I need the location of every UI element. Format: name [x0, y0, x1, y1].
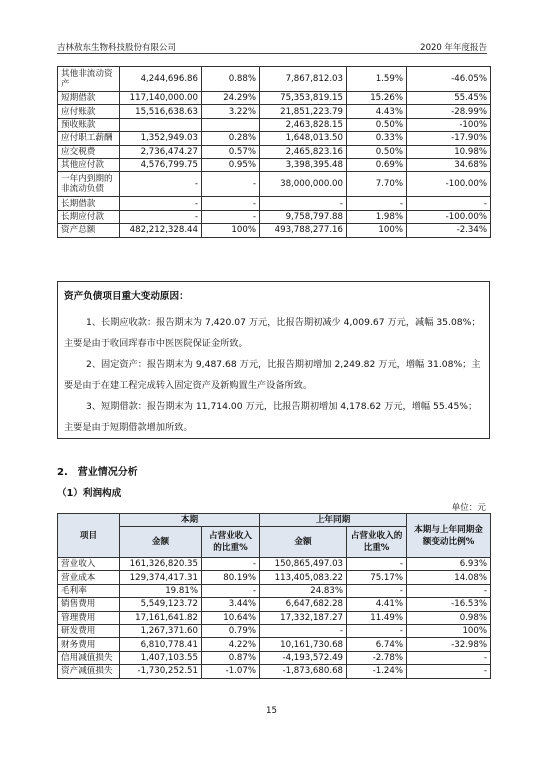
- cell-cur: 17,161,641.82: [120, 611, 202, 624]
- cell-cur-pct: 0.57%: [202, 145, 260, 158]
- cell-cur: -1,730,252.51: [120, 665, 202, 678]
- cell-prev-pct: 0.50%: [347, 145, 407, 158]
- cell-prev: 7,867,812.03: [260, 67, 347, 92]
- table-row: [58, 665, 491, 678]
- cell-prev: 113,405,083.22: [260, 571, 347, 584]
- cell-cur: [120, 118, 202, 131]
- cell-change: 55.45%: [407, 92, 491, 105]
- table-row: [58, 210, 491, 223]
- cell-change: -16.53%: [407, 598, 491, 611]
- table-row: [58, 172, 491, 197]
- cell-change: 6.93%: [407, 558, 491, 571]
- cell-prev-pct: 1.98%: [347, 210, 407, 223]
- cell-change: -2.34%: [407, 224, 491, 237]
- cell-prev: 6,647,682.28: [260, 598, 347, 611]
- cell-prev: 9,758,797.88: [260, 210, 347, 223]
- table-row: [58, 224, 491, 237]
- cell-prev: 24.83%: [260, 584, 347, 597]
- table-row: [58, 105, 491, 118]
- cell-item: 资产总额: [58, 224, 120, 237]
- cell-cur: 161,326,820.35: [120, 558, 202, 571]
- cell-cur-pct: 0.79%: [202, 624, 260, 637]
- cell-cur-pct: 0.28%: [202, 132, 260, 145]
- cell-change: -32.98%: [407, 638, 491, 651]
- cell-change: -17.90%: [407, 132, 491, 145]
- cell-item: 资产减值损失: [58, 665, 120, 678]
- cell-prev: 38,000,000.00: [260, 172, 347, 197]
- report-title: 2020 年年度报告: [420, 43, 487, 53]
- cell-prev-pct: -2.78%: [347, 651, 407, 664]
- header-current: 本期: [120, 514, 260, 527]
- header-change: 本期与上年同期金额变动比例%: [407, 514, 491, 558]
- cell-prev-pct: 0.33%: [347, 132, 407, 145]
- cell-cur: 129,374,417.31: [120, 571, 202, 584]
- cell-prev: -1,873,680.68: [260, 665, 347, 678]
- table-row: [58, 571, 491, 584]
- reason-paragraph-1: 1、长期应收款：报告期末为 7,420.07 万元，比报告期初减少 4,009.67 万元，减幅 35.08%；主要是由于收回珲春市中医医院保证金所致。: [64, 317, 481, 349]
- cell-prev-pct: 0.50%: [347, 118, 407, 131]
- cell-item: 其他非流动资产: [58, 67, 120, 92]
- table-row: [58, 158, 491, 171]
- cell-change: -: [407, 665, 491, 678]
- table-row: [58, 197, 491, 210]
- cell-change: 0.98%: [407, 611, 491, 624]
- cell-prev-pct: 6.74%: [347, 638, 407, 651]
- cell-change: -28.99%: [407, 105, 491, 118]
- reasons-title: 资产负债项目重大变动原因：: [64, 291, 189, 302]
- cell-cur: 1,267,371.60: [120, 624, 202, 637]
- cell-item: 管理费用: [58, 611, 120, 624]
- change-reasons-box: [57, 281, 490, 439]
- cell-prev: 1,648,013.50: [260, 132, 347, 145]
- reason-paragraph-2: 2、固定资产：报告期末为 9,487.68 万元，比报告期初增加 2,249.82 万元，增幅 31.08%；主要是由于在建工程完成转入固定资产及新购置生产设备所致。: [64, 359, 481, 391]
- table-row: [58, 118, 491, 131]
- table-row: [58, 145, 491, 158]
- cell-prev: 3,398,395.48: [260, 158, 347, 171]
- table-row: [58, 651, 491, 664]
- cell-cur-pct: -: [202, 558, 260, 571]
- cell-prev-pct: -: [347, 584, 407, 597]
- cell-cur: 5,549,123.72: [120, 598, 202, 611]
- profit-table: [57, 513, 491, 679]
- cell-prev: 493,788,277.16: [260, 224, 347, 237]
- section-title: 2. 营业情况分析: [57, 467, 138, 478]
- cell-cur-pct: -: [202, 172, 260, 197]
- cell-cur-pct: 0.95%: [202, 158, 260, 171]
- table-row: [58, 611, 491, 624]
- table-row: [58, 584, 491, 597]
- cell-cur: 117,140,000.00: [120, 92, 202, 105]
- cell-item: 其他应付款: [58, 158, 120, 171]
- cell-prev: 17,332,187.27: [260, 611, 347, 624]
- cell-prev-pct: -1.24%: [347, 665, 407, 678]
- cell-prev: 21,851,223.79: [260, 105, 347, 118]
- cell-prev: 75,353,819.15: [260, 92, 347, 105]
- cell-item: 长期借款: [58, 197, 120, 210]
- cell-prev: 10,161,730.68: [260, 638, 347, 651]
- cell-item: 研发费用: [58, 624, 120, 637]
- header-current-amount: 金额: [120, 527, 202, 558]
- cell-prev: 2,463,828.15: [260, 118, 347, 131]
- cell-cur-pct: 24.29%: [202, 92, 260, 105]
- cell-cur: 1,407,103.55: [120, 651, 202, 664]
- cell-cur: 6,810,778.41: [120, 638, 202, 651]
- cell-prev: -4,193,572.49: [260, 651, 347, 664]
- cell-cur: 2,736,474.27: [120, 145, 202, 158]
- page-number: 15: [266, 706, 277, 716]
- cell-item: 短期借款: [58, 92, 120, 105]
- cell-prev-pct: 4.43%: [347, 105, 407, 118]
- cell-change: -: [407, 651, 491, 664]
- cell-item: 应付账款: [58, 105, 120, 118]
- reason-paragraph-3: 3、短期借款：报告期末为 11,714.00 万元，比报告期初增加 4,178.62 万元，增幅 55.45%；主要是由于短期借款增加所致。: [64, 401, 478, 433]
- cell-prev-pct: 15.26%: [347, 92, 407, 105]
- cell-cur-pct: 0.87%: [202, 651, 260, 664]
- cell-prev: 2,465,823.16: [260, 145, 347, 158]
- table-row: [58, 132, 491, 145]
- cell-cur: -: [120, 210, 202, 223]
- table-row: [58, 638, 491, 651]
- cell-cur: -: [120, 197, 202, 210]
- cell-cur-pct: 100%: [202, 224, 260, 237]
- cell-item: 销售费用: [58, 598, 120, 611]
- cell-item: 营业成本: [58, 571, 120, 584]
- cell-item: 应付职工薪酬: [58, 132, 120, 145]
- cell-cur-pct: 0.88%: [202, 67, 260, 92]
- table-row: [58, 558, 491, 571]
- cell-cur: 4,576,799.75: [120, 158, 202, 171]
- table-row: [58, 67, 491, 92]
- cell-prev-pct: 0.69%: [347, 158, 407, 171]
- cell-item: 信用减值损失: [58, 651, 120, 664]
- cell-change: -100%: [407, 118, 491, 131]
- table-row: [58, 92, 491, 105]
- header-previous-ratio: 占营业收入的比重%: [347, 527, 407, 558]
- cell-item: 应交税费: [58, 145, 120, 158]
- cell-item: 毛利率: [58, 584, 120, 597]
- table-row: [58, 624, 491, 637]
- cell-item: 营业收入: [58, 558, 120, 571]
- unit-label: 单位：元: [451, 503, 486, 513]
- cell-change: -100.00%: [407, 210, 491, 223]
- cell-prev: -: [260, 624, 347, 637]
- cell-prev-pct: 1.59%: [347, 67, 407, 92]
- header-current-ratio: 占营业收入的比重%: [202, 527, 260, 558]
- cell-cur-pct: -: [202, 210, 260, 223]
- cell-change: 14.08%: [407, 571, 491, 584]
- cell-cur: 482,212,328.44: [120, 224, 202, 237]
- cell-cur-pct: -: [202, 197, 260, 210]
- cell-change: 100%: [407, 624, 491, 637]
- cell-change: -: [407, 197, 491, 210]
- header-item: 项目: [58, 514, 120, 558]
- cell-cur-pct: 80.19%: [202, 571, 260, 584]
- cell-cur-pct: -: [202, 584, 260, 597]
- cell-prev-pct: -: [347, 197, 407, 210]
- cell-cur-pct: 3.44%: [202, 598, 260, 611]
- header-previous: 上年同期: [260, 514, 407, 527]
- table-row: [58, 598, 491, 611]
- cell-cur: 4,244,696.86: [120, 67, 202, 92]
- cell-cur: 19.81%: [120, 584, 202, 597]
- cell-cur-pct: 10.64%: [202, 611, 260, 624]
- cell-prev-pct: 11.49%: [347, 611, 407, 624]
- cell-change: -46.05%: [407, 67, 491, 92]
- section-subtitle: （1）利润构成: [57, 488, 122, 499]
- cell-cur: 15,516,638.63: [120, 105, 202, 118]
- cell-cur-pct: 3.22%: [202, 105, 260, 118]
- cell-cur: 1,352,949.03: [120, 132, 202, 145]
- cell-item: 预收账款: [58, 118, 120, 131]
- cell-item: 一年内到期的非流动负债: [58, 172, 120, 197]
- cell-prev: -: [260, 197, 347, 210]
- cell-cur-pct: 4.22%: [202, 638, 260, 651]
- cell-change: -: [407, 584, 491, 597]
- cell-item: 长期应付款: [58, 210, 120, 223]
- cell-change: -100.00%: [407, 172, 491, 197]
- cell-item: 财务费用: [58, 638, 120, 651]
- cell-cur: -: [120, 172, 202, 197]
- header-divider: [57, 53, 487, 54]
- cell-prev-pct: 4.41%: [347, 598, 407, 611]
- cell-cur-pct: [202, 118, 260, 131]
- balance-sheet-table: [57, 66, 491, 238]
- cell-change: 34.68%: [407, 158, 491, 171]
- cell-cur-pct: -1.07%: [202, 665, 260, 678]
- cell-prev-pct: 75.17%: [347, 571, 407, 584]
- cell-prev-pct: -: [347, 558, 407, 571]
- cell-prev-pct: 7.70%: [347, 172, 407, 197]
- cell-prev: 150,865,497.03: [260, 558, 347, 571]
- header-previous-amount: 金额: [260, 527, 347, 558]
- cell-change: 10.98%: [407, 145, 491, 158]
- cell-prev-pct: 100%: [347, 224, 407, 237]
- cell-prev-pct: -: [347, 624, 407, 637]
- company-name: 吉林敖东生物科技股份有限公司: [57, 43, 177, 53]
